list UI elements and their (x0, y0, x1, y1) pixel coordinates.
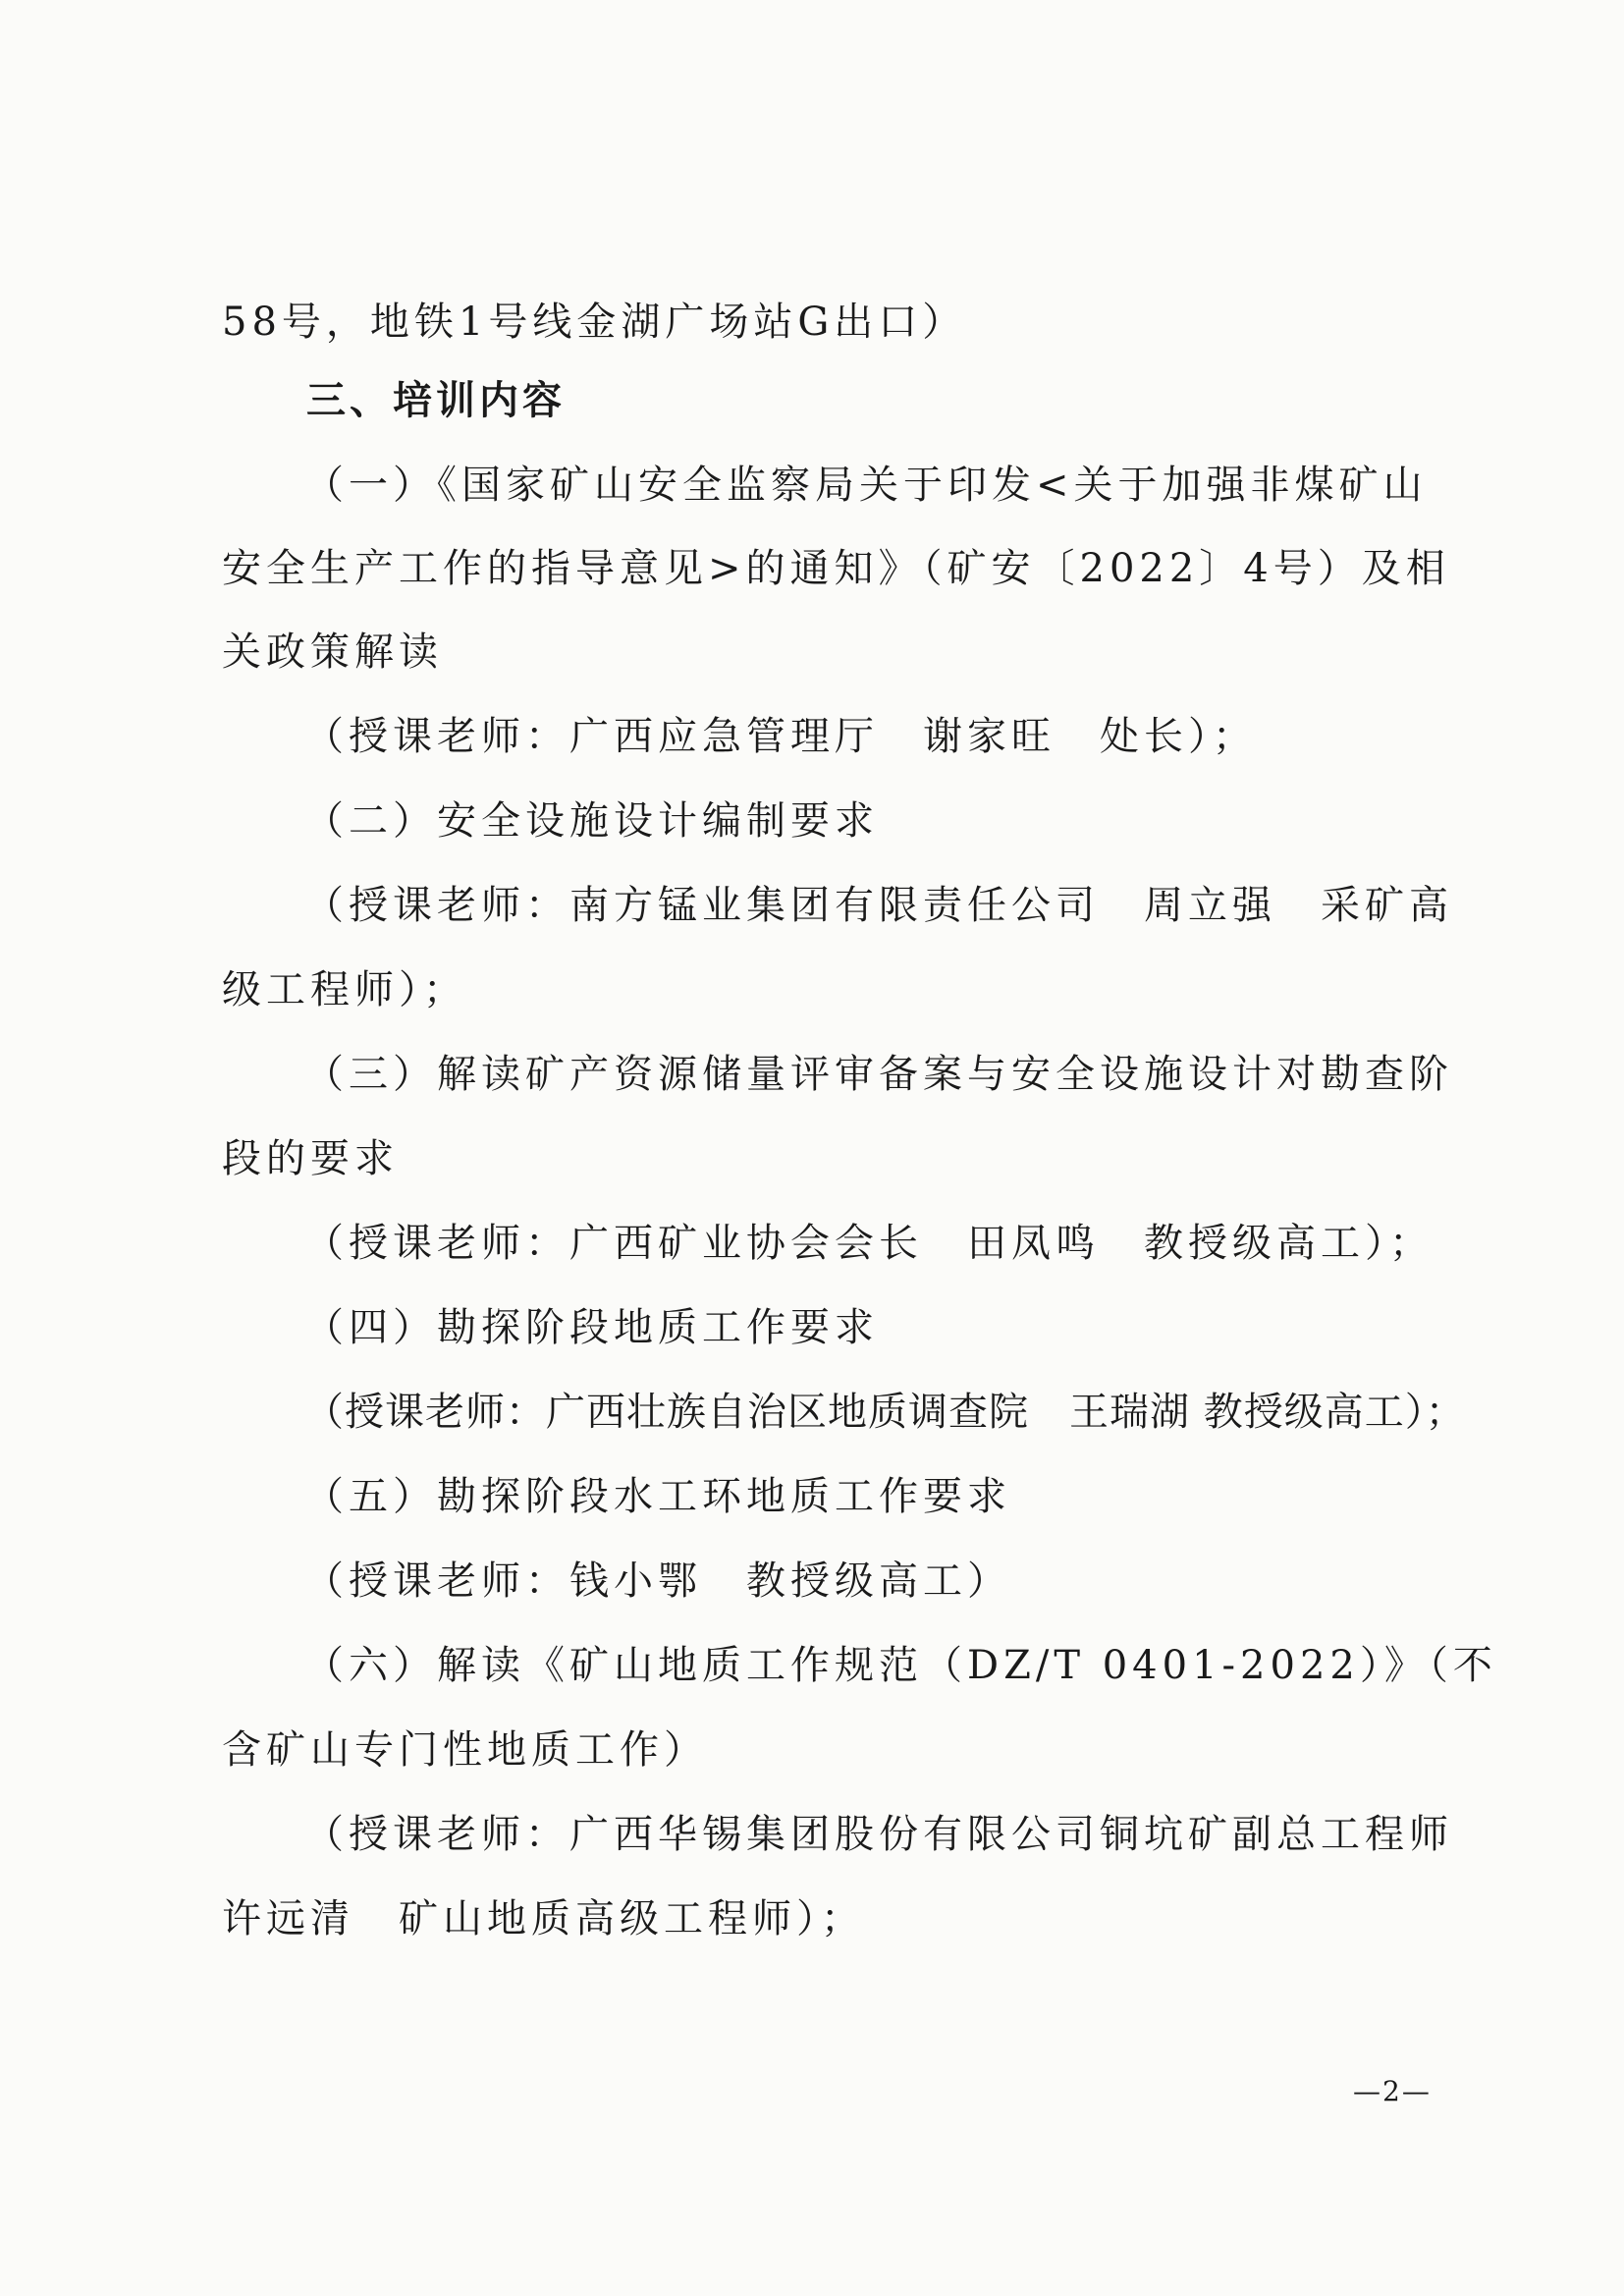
address-continuation: 58号，地铁1号线金湖广场站G出口） (222, 300, 967, 345)
item-6-title-cont: 含矿山专门性地质工作） (222, 1727, 708, 1773)
item-3-title-cont: 段的要求 (222, 1136, 399, 1181)
item-6-teacher-cont: 许远清 矿山地质高级工程师）； (222, 1896, 865, 1941)
item-2-teacher: （授课老师：南方锰业集团有限责任公司 周立强 采矿高 (304, 883, 1453, 928)
item-5-teacher: （授课老师：钱小鄂 教授级高工） (304, 1558, 1011, 1604)
item-6-teacher: （授课老师：广西华锡集团股份有限公司铜坑矿副总工程师 (304, 1812, 1453, 1857)
item-4-teacher: （授课老师：广西壮族自治区地质调查院 王瑞湖 教授级高工）； (304, 1390, 1466, 1435)
item-1-title-end: 关政策解读 (222, 629, 443, 675)
item-2-teacher-cont: 级工程师）； (222, 967, 467, 1012)
item-3-teacher: （授课老师：广西矿业协会会长 田凤鸣 教授级高工）； (304, 1221, 1434, 1266)
item-4-title: （四）勘探阶段地质工作要求 (304, 1305, 879, 1350)
item-2-title: （二）安全设施设计编制要求 (304, 798, 879, 844)
item-1-title-cont: 安全生产工作的指导意见>的通知》（矿安〔2022〕4号）及相 (222, 546, 1450, 591)
item-5-title: （五）勘探阶段水工环地质工作要求 (304, 1474, 1011, 1519)
item-1-teacher: （授课老师：广西应急管理厅 谢家旺 处长）； (304, 714, 1257, 759)
item-1-title: （一）《国家矿山安全监察局关于印发<关于加强非煤矿山 (304, 463, 1428, 508)
section-heading: 三、培训内容 (306, 378, 566, 423)
item-6-title: （六）解读《矿山地质工作规范（DZ/T 0401-2022）》（不 (304, 1643, 1497, 1688)
page-number: —2— (1353, 2075, 1432, 2107)
item-3-title: （三）解读矿产资源储量评审备案与安全设施设计对勘查阶 (304, 1052, 1453, 1097)
